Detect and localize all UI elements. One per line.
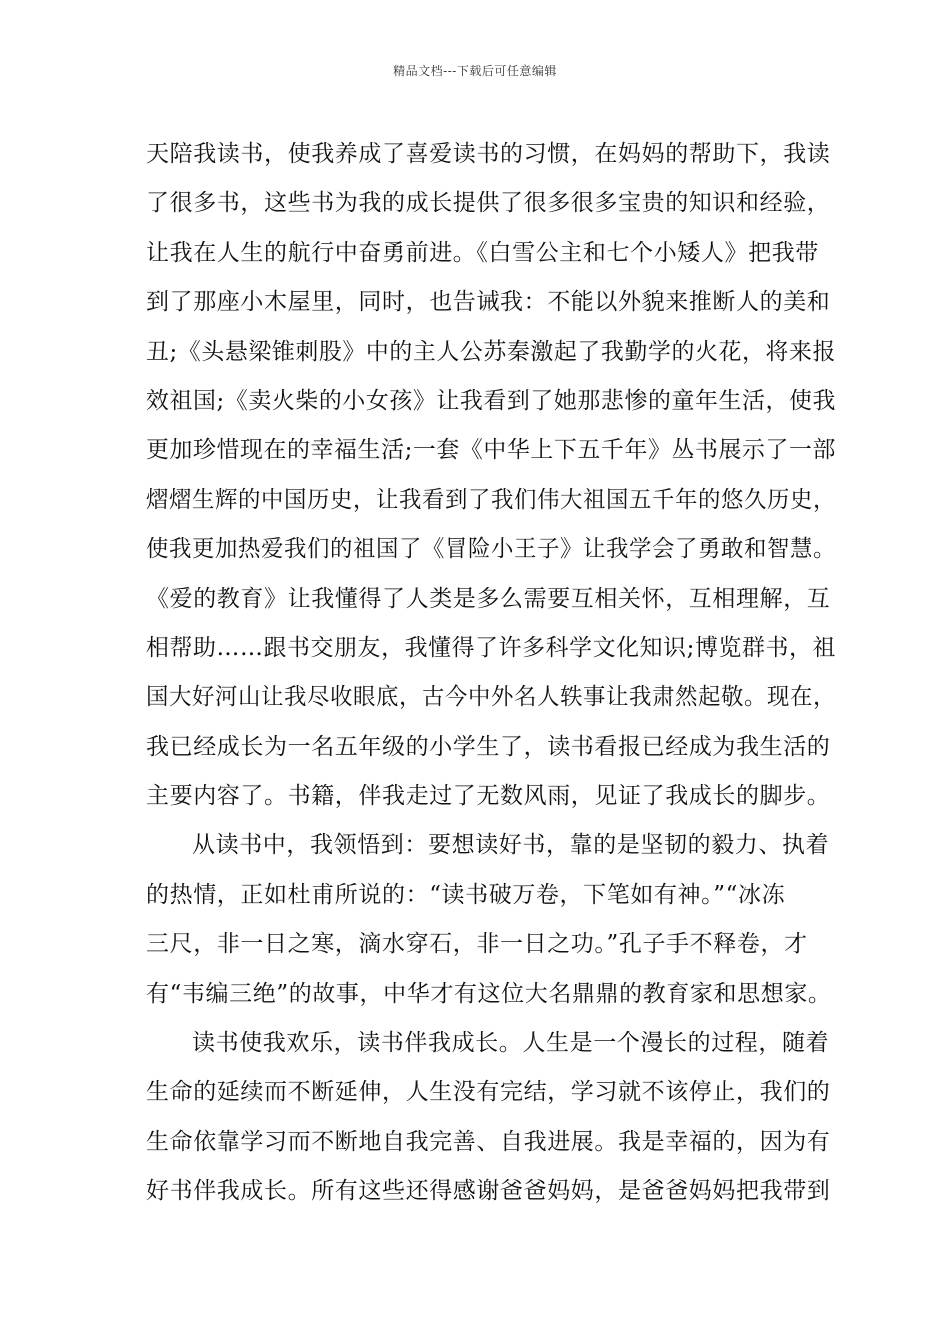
text-line: 有“韦编三绝”的故事，中华才有这位大名鼎鼎的教育家和思想家。	[146, 980, 832, 1007]
text-line: 《爱的教育》让我懂得了人类是多么需要互相关怀，互相理解，互	[146, 585, 831, 612]
text-line: 生命的延续而不断延伸，人生没有完结，学习就不该停止，我们的	[146, 1079, 831, 1106]
text-line: 相帮助……跟书交朋友，我懂得了许多科学文化知识;博览群书，祖	[146, 634, 836, 661]
text-line: 到了那座小木屋里，同时，也告诫我：不能以外貌来推断人的美和	[146, 289, 831, 316]
text-line: 效祖国;《卖火柴的小女孩》让我看到了她那悲惨的童年生活，使我	[146, 387, 836, 414]
text-line: 主要内容了。书籍，伴我走过了无数风雨，见证了我成长的脚步。	[146, 783, 831, 810]
text-line: 使我更加热爱我们的祖国了《冒险小王子》让我学会了勇敢和智慧。	[146, 536, 836, 563]
text-line: 读书使我欢乐，读书伴我成长。人生是一个漫长的过程，随着	[192, 1030, 830, 1057]
text-line: 三尺，非一日之寒，滴水穿石，非一日之功。”孔子手不释卷，才	[146, 931, 808, 958]
text-line: 让我在人生的航行中奋勇前进。《白雪公主和七个小矮人》把我带	[146, 239, 819, 266]
text-line: 熠熠生辉的中国历史，让我看到了我们伟大祖国五千年的悠久历史，	[146, 486, 836, 513]
text-line: 丑;《头悬梁锥刺股》中的主人公苏秦激起了我勤学的火花，将来报	[146, 338, 836, 365]
text-line: 更加珍惜现在的幸福生活;一套《中华上下五千年》丛书展示了一部	[146, 437, 836, 464]
text-line: 的热情，正如杜甫所说的：“读书破万卷，下笔如有神。”“冰冻	[146, 881, 786, 908]
page-header: 精品文档---下载后可任意编辑	[393, 64, 557, 78]
text-line: 了很多书，这些书为我的成长提供了很多很多宝贵的知识和经验，	[146, 190, 831, 217]
text-line: 从读书中，我领悟到：要想读好书，靠的是坚韧的毅力、执着	[192, 832, 830, 859]
text-line: 天陪我读书，使我养成了喜爱读书的习惯，在妈妈的帮助下，我读	[146, 141, 831, 167]
text-line: 好书伴我成长。所有这些还得感谢爸爸妈妈，是爸爸妈妈把我带到	[146, 1178, 831, 1205]
text-line: 我已经成长为一名五年级的小学生了，读书看报已经成为我生活的	[146, 733, 831, 760]
body-text	[146, 130, 836, 1217]
text-line: 生命依靠学习而不断地自我完善、自我进展。我是幸福的，因为有	[146, 1128, 831, 1155]
text-line: 国大好河山让我尽收眼底，古今中外名人轶事让我肃然起敬。现在，	[146, 684, 836, 711]
